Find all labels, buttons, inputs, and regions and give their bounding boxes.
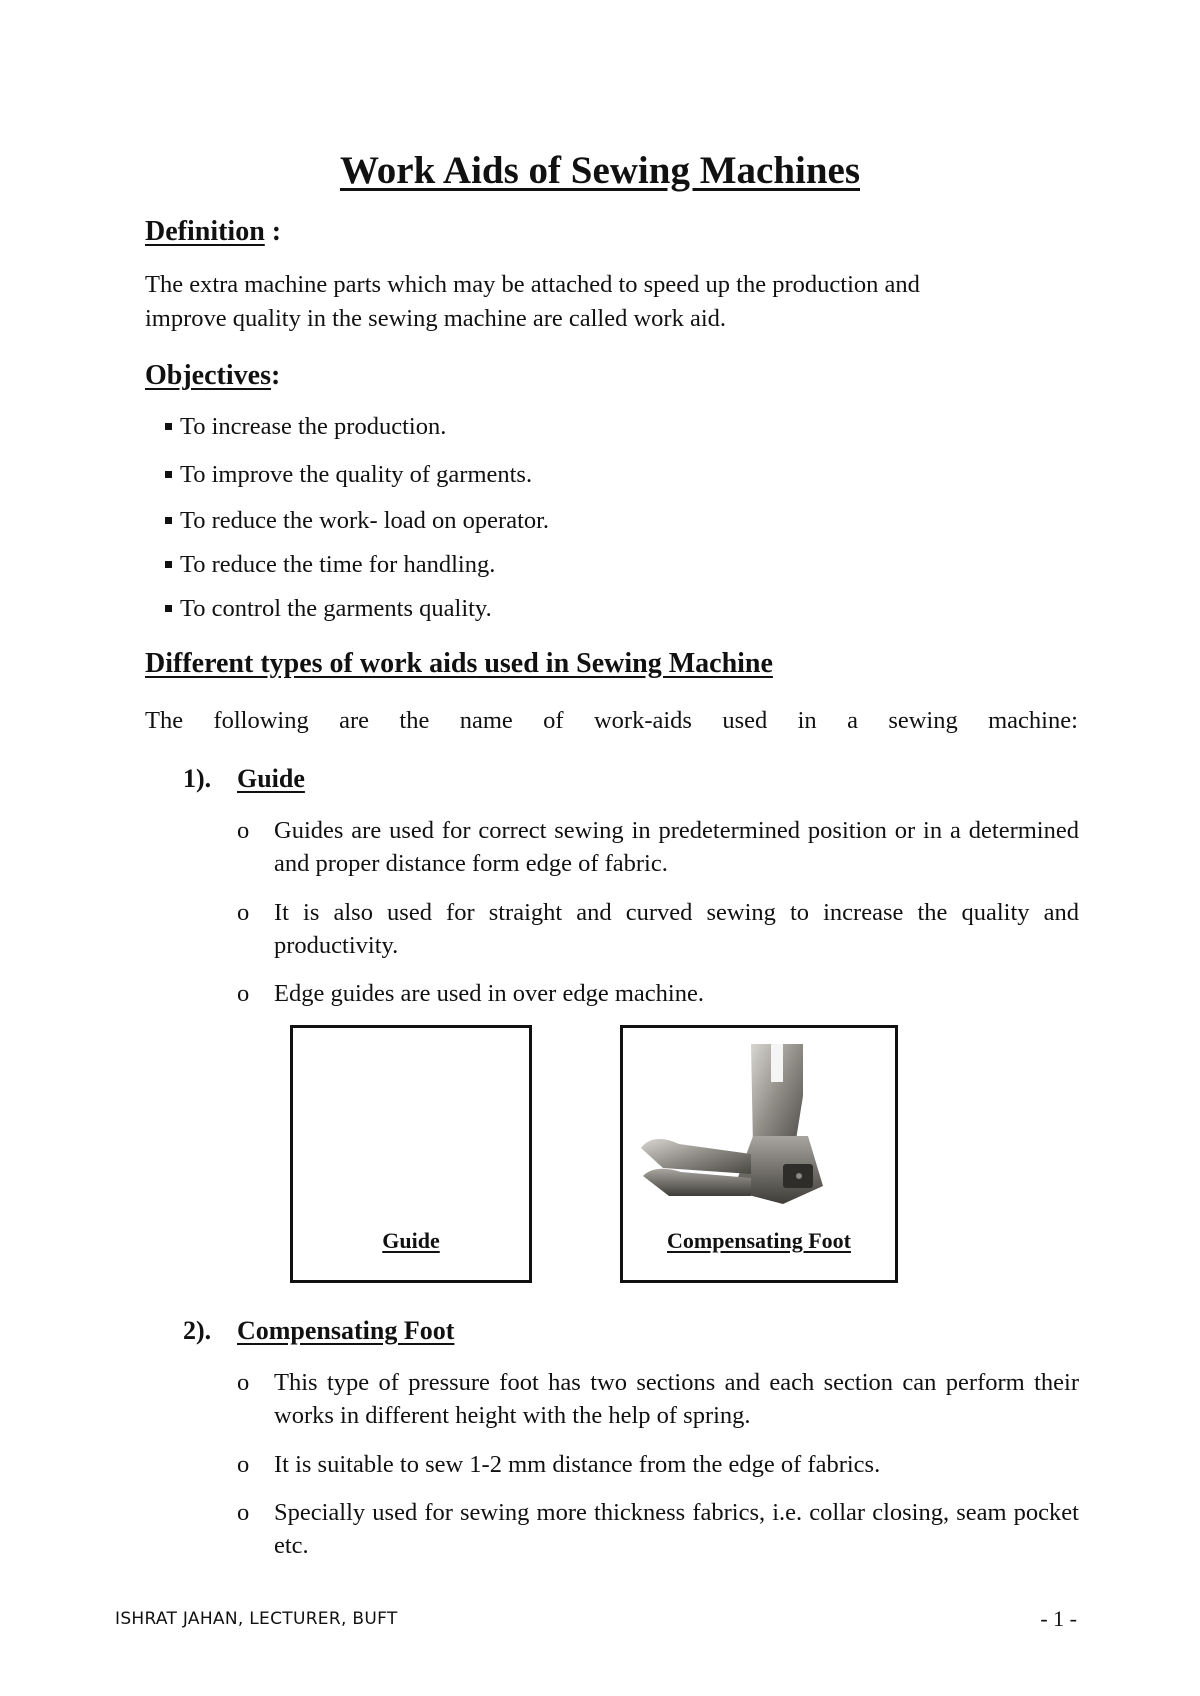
foot-point: o It is suitable to sew 1-2 mm distance from the edge of fabrics. xyxy=(237,1448,1079,1481)
definition-colon: : xyxy=(264,216,282,247)
guide-figure-caption: Guide xyxy=(382,1228,440,1253)
guide-point: o Edge guides are used in over edge machine. xyxy=(237,977,1079,1010)
objective-item: To increase the production. xyxy=(165,413,446,441)
guide-point: o It is also used for straight and curved sewing to increase the quality and productivity. xyxy=(237,896,1079,962)
circle-bullet-icon: o xyxy=(237,1451,250,1478)
section-number: 1). xyxy=(183,764,212,793)
types-intro: The following are the name of work-aids used in a sewing machine: xyxy=(145,707,1078,734)
definition-heading xyxy=(145,216,281,248)
footer-page-number: - 1 - xyxy=(1040,1606,1077,1631)
objectives-colon: : xyxy=(270,360,281,391)
objective-item: To reduce the work- load on operator. xyxy=(165,507,549,535)
square-bullet-icon xyxy=(165,423,172,430)
section-name: Guide xyxy=(237,764,305,793)
foot-figure-caption: Compensating Foot xyxy=(667,1228,851,1253)
square-bullet-icon xyxy=(165,517,172,524)
section-foot-heading xyxy=(183,1316,454,1346)
objective-item: To control the garments quality. xyxy=(165,595,492,623)
objectives-heading-text: Objectives xyxy=(145,360,271,391)
presser-foot-image xyxy=(633,1036,833,1216)
section-guide-heading xyxy=(183,764,305,794)
definition-paragraph xyxy=(145,268,1078,336)
circle-bullet-icon: o xyxy=(237,899,250,926)
objective-item: To improve the quality of garments. xyxy=(165,461,532,489)
page-title: Work Aids of Sewing Machines xyxy=(339,149,861,192)
types-heading-text: Different types of work aids used in Sewing Machine xyxy=(145,648,773,679)
compensating-foot-figure xyxy=(620,1025,898,1283)
circle-bullet-icon: o xyxy=(237,1369,250,1396)
foot-point: o Specially used for sewing more thickness fabrics, i.e. collar closing, seam pocket etc. xyxy=(237,1496,1079,1562)
section-name: Compensating Foot xyxy=(237,1316,455,1345)
square-bullet-icon xyxy=(165,471,172,478)
definition-line-1: The extra machine parts which may be attached to speed up the production and xyxy=(145,271,920,298)
definition-line-2: improve quality in the sewing machine are called work aid. xyxy=(145,305,727,332)
objective-item: To reduce the time for handling. xyxy=(165,551,495,579)
square-bullet-icon xyxy=(165,561,172,568)
guide-point: o Guides are used for correct sewing in predetermined position or in a determined and proper distance form edge of fabric. xyxy=(237,814,1079,880)
definition-heading-text: Definition xyxy=(145,216,265,247)
circle-bullet-icon: o xyxy=(237,980,250,1007)
square-bullet-icon xyxy=(165,605,172,612)
types-heading xyxy=(145,648,773,680)
circle-bullet-icon: o xyxy=(237,1499,250,1526)
section-number: 2). xyxy=(183,1316,212,1345)
foot-point: o This type of pressure foot has two sections and each section can perform their works in different height with the help of spring. xyxy=(237,1366,1079,1432)
guide-figure xyxy=(290,1025,532,1283)
footer-author: ISHRAT JAHAN, LECTURER, BUFT xyxy=(115,1609,398,1629)
objectives-heading xyxy=(145,360,280,392)
circle-bullet-icon: o xyxy=(237,817,250,844)
